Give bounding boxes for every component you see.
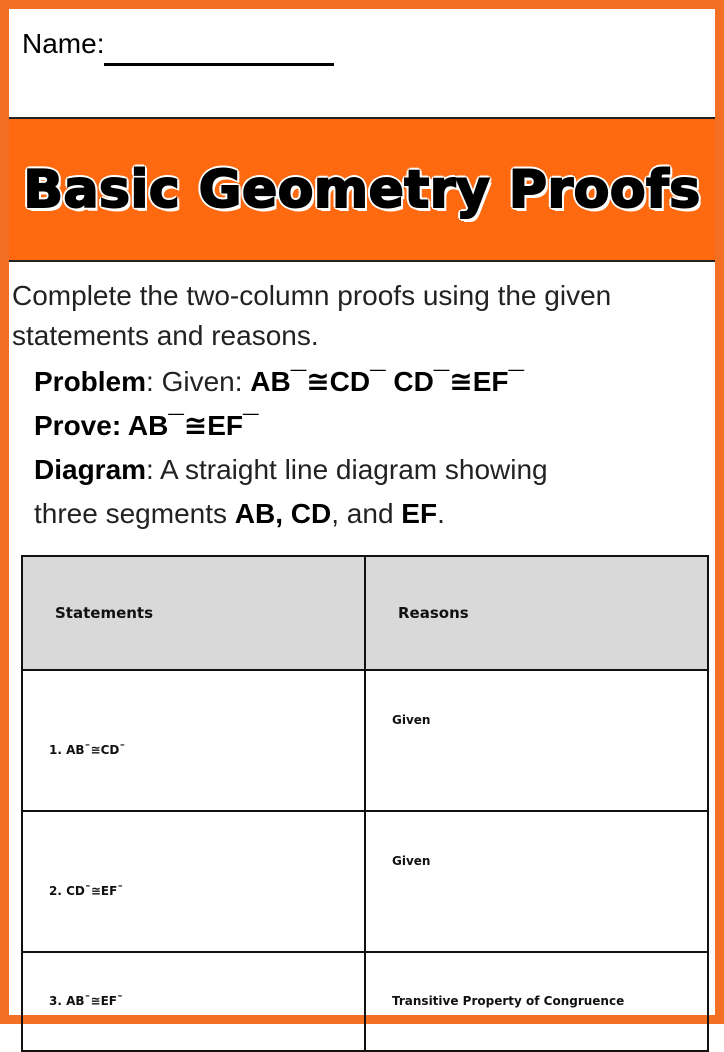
header-statements: Statements xyxy=(22,556,365,670)
diagram-text-3: , and xyxy=(331,498,402,529)
period: . xyxy=(437,498,445,529)
prove-line xyxy=(34,404,674,448)
instructions: Complete the two-column proofs using the given statements and reasons. xyxy=(12,280,612,351)
table-row xyxy=(22,952,708,1051)
reason-cell: Transitive Property of Congruence xyxy=(365,952,708,1051)
statement-cell: 1. AB¯≅CD¯ xyxy=(22,670,365,811)
prove-label: Prove: AB¯≅EF¯ xyxy=(34,410,259,441)
name-blank-line[interactable] xyxy=(104,63,334,66)
diagram-line-2 xyxy=(34,492,674,536)
segments-bold: AB, CD xyxy=(234,498,332,529)
reason-cell: Given xyxy=(365,670,708,811)
given-prefix: : Given: xyxy=(146,366,251,397)
header-reasons: Reasons xyxy=(365,556,708,670)
diagram-line xyxy=(34,448,674,492)
problem-label: Problem xyxy=(34,366,147,397)
table-header-row xyxy=(22,556,708,670)
title-banner xyxy=(9,117,715,262)
diagram-text-2: three segments xyxy=(34,498,235,529)
diagram-text: : A straight line diagram showing xyxy=(146,454,548,485)
statement-cell: 2. CD¯≅EF¯ xyxy=(22,811,365,952)
name-label: Name: xyxy=(22,28,105,59)
proof-table xyxy=(21,555,709,1052)
table-row xyxy=(22,811,708,952)
problem-line xyxy=(34,360,674,404)
segment-last: EF xyxy=(401,498,438,529)
statement-cell: 3. AB¯≅EF¯ xyxy=(22,952,365,1051)
name-field xyxy=(22,28,334,60)
diagram-label: Diagram xyxy=(34,454,147,485)
page-title: Basic Geometry Proofs xyxy=(23,159,701,220)
table-row xyxy=(22,670,708,811)
reason-cell: Given xyxy=(365,811,708,952)
problem-block xyxy=(34,360,674,536)
given-statements: AB¯≅CD¯ CD¯≅EF¯ xyxy=(250,366,524,397)
